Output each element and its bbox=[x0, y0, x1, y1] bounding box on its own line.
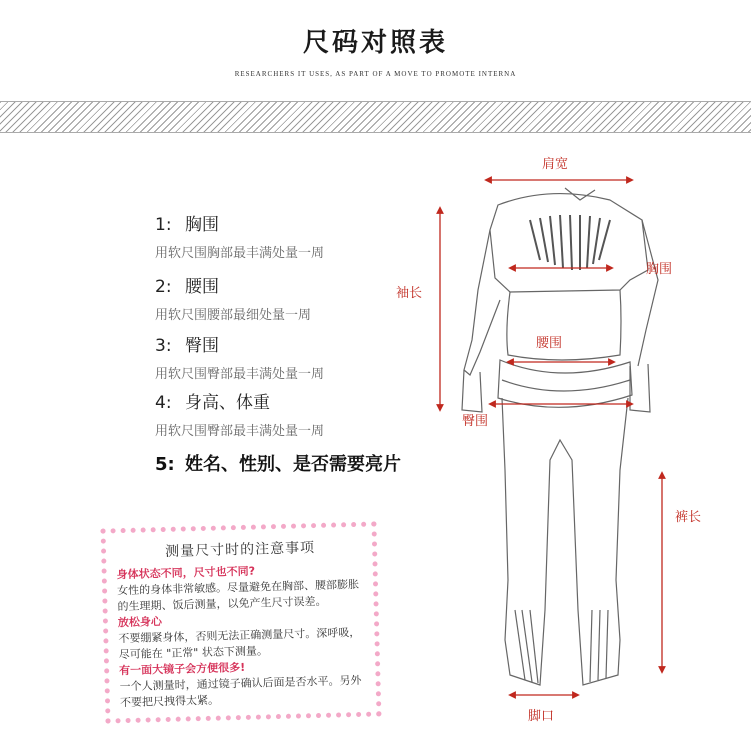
hatch-divider bbox=[0, 101, 751, 133]
item-hip bbox=[155, 331, 324, 382]
label-waist: 腰围 bbox=[536, 336, 563, 351]
item-waist bbox=[155, 272, 311, 323]
item-desc: 用软尺围胸部最丰满处量一周 bbox=[155, 246, 325, 261]
label-hip: 臀围 bbox=[462, 414, 489, 429]
notes-card bbox=[100, 521, 381, 723]
item-desc: 用软尺围腰部最细处量一周 bbox=[155, 308, 312, 323]
item-name-gender bbox=[155, 450, 401, 476]
label-hem: 脚口 bbox=[528, 709, 555, 724]
note-text: 女性的身体非常敏感。尽量避免在胸部、腰部膨胀的生理期、饭后测量，以免产生尺寸误差。 bbox=[116, 577, 360, 614]
page-subtitle: RESEARCHERS IT USES, AS PART OF A MOVE TO PROMOTE INTERNA bbox=[234, 70, 517, 78]
label-sleeve: 袖长 bbox=[396, 286, 423, 301]
costume-figure bbox=[380, 140, 751, 740]
label-shoulder: 肩宽 bbox=[542, 157, 569, 172]
note-heading: 放松身心 bbox=[117, 615, 163, 630]
item-desc: 用软尺围臀部最丰满处量一周 bbox=[155, 424, 325, 439]
outfit-sketch bbox=[462, 188, 658, 685]
item-chest bbox=[155, 210, 324, 261]
item-desc: 用软尺围臀部最丰满处量一周 bbox=[155, 367, 325, 382]
item-head: 1: 胸围 bbox=[155, 215, 219, 235]
label-chest: 胸围 bbox=[646, 262, 673, 277]
item-head: 5: 姓名、性别、是否需要亮片 bbox=[155, 454, 401, 475]
note-text: 不要绷紧身体，否则无法正确测量尺寸。深呼吸，尽可能在 "正常" 状态下测量。 bbox=[118, 625, 361, 662]
page-title: 尺码对照表 bbox=[302, 28, 448, 58]
measurement-arrows bbox=[440, 180, 662, 695]
item-height-weight bbox=[155, 388, 324, 439]
item-head: 3: 臀围 bbox=[155, 336, 219, 356]
label-pants: 裤长 bbox=[675, 510, 702, 525]
note-heading: 身体状态不同，尺寸也不同? bbox=[116, 564, 256, 582]
item-head: 2: 腰围 bbox=[155, 277, 219, 297]
note-heading: 有一面大镜子会方便很多! bbox=[119, 660, 246, 678]
item-head: 4: 身高、体重 bbox=[155, 393, 270, 413]
notes-title: 测量尺寸时的注意事项 bbox=[164, 540, 316, 560]
note-text: 一个人测量时，通过镜子确认后面是否水平。另外不要把尺拽得太紧。 bbox=[119, 673, 362, 710]
